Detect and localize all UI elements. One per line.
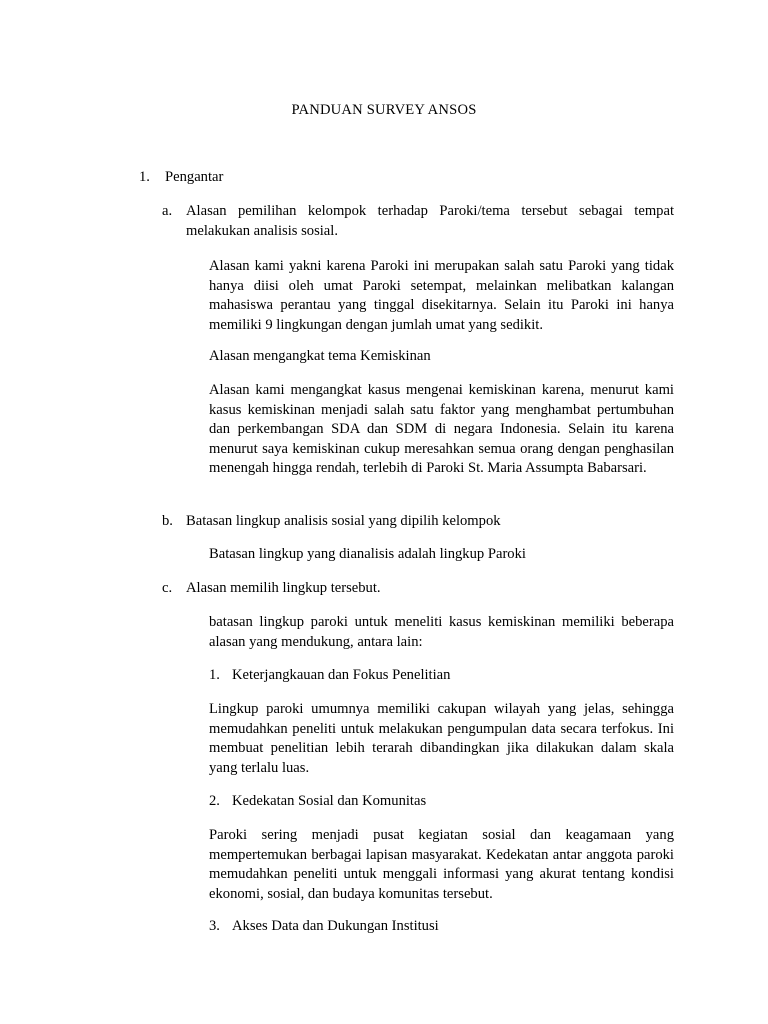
section-label: Pengantar: [165, 169, 224, 185]
subsection-c-text: Alasan memilih lingkup tersebut.: [186, 580, 381, 596]
list-item-1-description: Lingkup paroki umumnya memiliki cakupan wilayah yang jelas, sehingga memudahkan peneliti untuk melakukan pengumpulan data secara terfokus. Ini membuat penelitian lebih terarah dibandingkan jika dilakukan dalam skala yang terlalu luas.: [209, 701, 674, 776]
paragraph-a2: Alasan mengangkat tema Kemiskinan: [209, 348, 431, 364]
list-item-1: [209, 666, 450, 686]
subsection-a: [162, 202, 674, 241]
document-title: PANDUAN SURVEY ANSOS: [291, 102, 477, 118]
list-item-label: Kedekatan Sosial dan Komunitas: [232, 793, 427, 809]
paragraph-a1: Alasan kami yakni karena Paroki ini merupakan salah satu Paroki yang tidak hanya diisi oleh umat Paroki setempat, melainkan melibatkan kalangan mahasiswa perantau yang tinggal disekitarnya. Selain itu Paroki ini hanya memiliki 9 lingkungan dengan jumlah umat yang sedikit.: [209, 258, 674, 333]
section-heading-pengantar: [139, 168, 223, 188]
paragraph-b1: Batasan lingkup yang dianalisis adalah lingkup Paroki: [209, 546, 526, 562]
list-item-number: 1.: [209, 667, 220, 683]
subsection-b: [162, 512, 674, 532]
list-item-label: Akses Data dan Dukungan Institusi: [232, 918, 439, 934]
subsection-c: [162, 579, 674, 599]
list-item-2: [209, 792, 426, 812]
paragraph-a3: Alasan kami mengangkat kasus mengenai kemiskinan karena, menurut kami kasus kemiskinan menjadi salah satu faktor yang menghambat pertumbuhan dan perkembangan SDA dan SDM di negara Indonesia. Selain itu karena menurut saya kemiskinan cukup meresahkan semua orang dengan penghasilan menengah hingga rendah, terlebih di Paroki St. Maria Assumpta Babarsari.: [209, 382, 674, 477]
paragraph-c1: batasan lingkup paroki untuk meneliti kasus kemiskinan memiliki beberapa alasan yang mendukung, antara lain:: [209, 614, 674, 650]
subsection-c-marker: c.: [162, 580, 173, 596]
subsection-a-text: Alasan pemilihan kelompok terhadap Paroki/tema tersebut sebagai tempat melakukan analisis sosial.: [186, 203, 674, 239]
list-item-label: Keterjangkauan dan Fokus Penelitian: [232, 667, 451, 683]
list-item-number: 3.: [209, 918, 220, 934]
subsection-a-marker: a.: [162, 203, 173, 219]
section-number: 1.: [139, 169, 150, 185]
subsection-b-marker: b.: [162, 513, 173, 529]
list-item-3: [209, 917, 439, 937]
list-item-2-description: Paroki sering menjadi pusat kegiatan sosial dan keagamaan yang mempertemukan berbagai lapisan masyarakat. Kedekatan antar anggota paroki memudahkan peneliti untuk menggali informasi yang akurat tentang kondisi ekonomi, sosial, dan budaya komunitas tersebut.: [209, 827, 674, 902]
subsection-b-text: Batasan lingkup analisis sosial yang dipilih kelompok: [186, 513, 501, 529]
list-item-number: 2.: [209, 793, 220, 809]
